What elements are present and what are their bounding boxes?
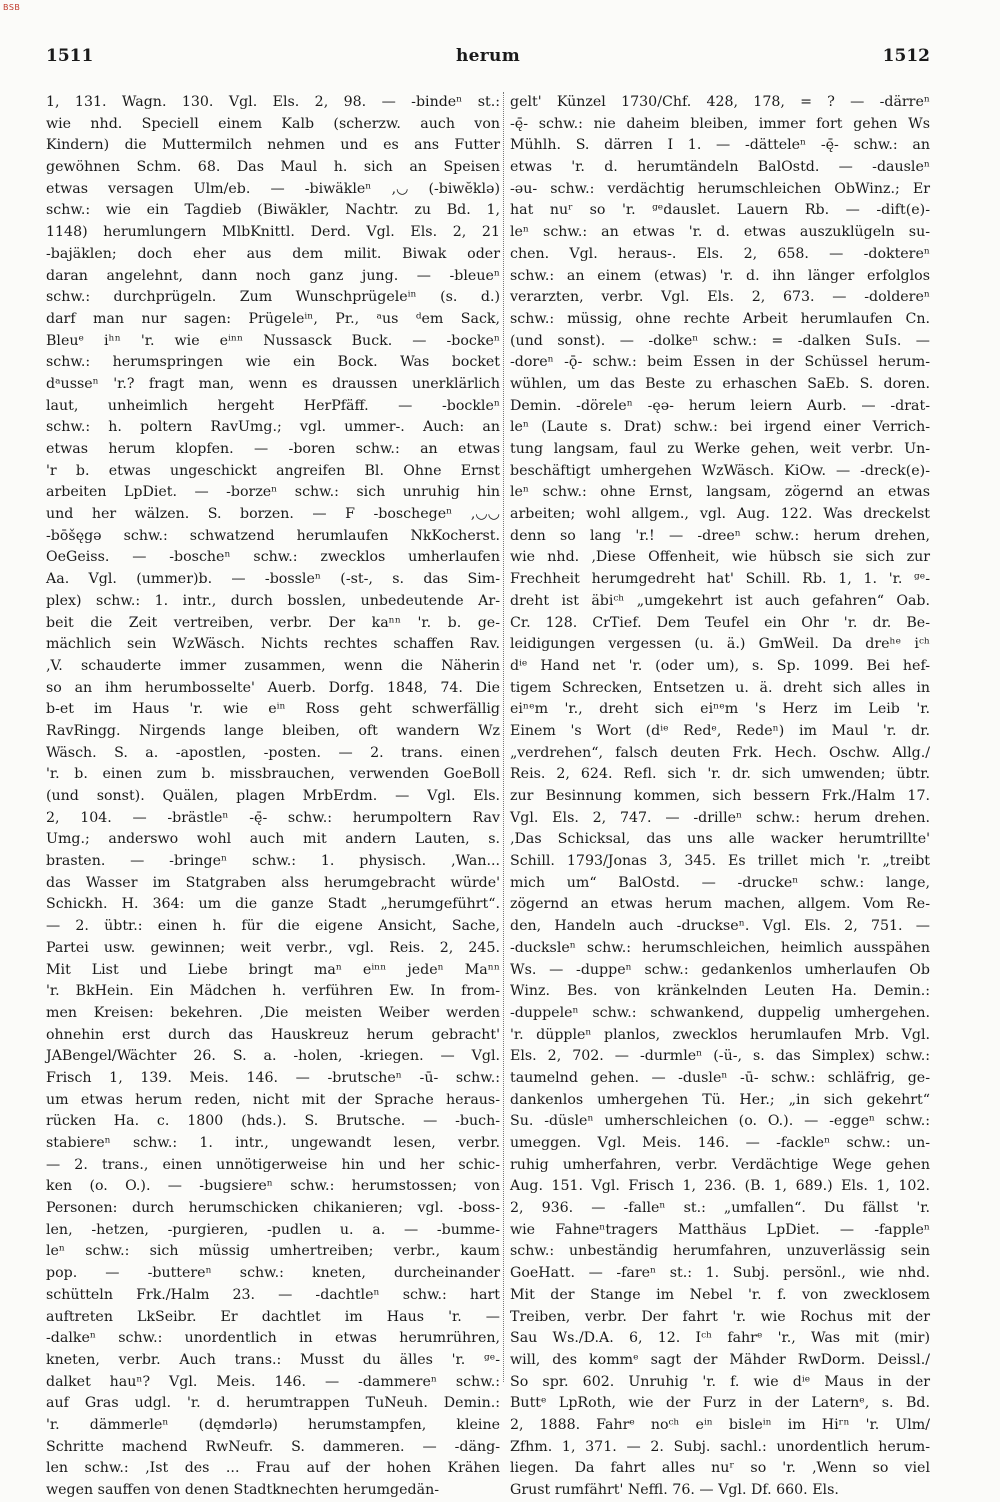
text-line: -ducksleⁿ schw.: herumschleichen, heimlich ausspähen [510, 939, 930, 956]
text-line: brasten. — -bringeⁿ schw.: 1. physisch. ‚Wan... [46, 853, 500, 870]
page-header [46, 46, 930, 70]
text-line: Vgl. Els. 2, 747. — -drilleⁿ schw.: herum drehen. [510, 809, 930, 826]
text-line: taumelnd gehen. — -dusleⁿ -ū- schw.: schläfrig, ge- [510, 1069, 930, 1086]
text-line: schw.: herumspringen wie ein Bock. Was bocket [46, 354, 500, 371]
text-line: den, Handeln auch -druckseⁿ. Vgl. Els. 2, 751. — [510, 918, 930, 935]
text-line: Reis. 2, 624. Refl. sich 'r. dr. sich umwenden; übtr. [510, 766, 930, 783]
text-line: — 2. übtr.: einen h. für die eigene Ansicht, Sache, [46, 918, 500, 935]
text-line: leⁿ schw.: an etwas 'r. d. etwas auszuklügeln su- [510, 224, 930, 241]
text-line: ohnehin erst durch das Hauskreuz herum gebracht' [46, 1026, 500, 1043]
text-line: wie nhd. ‚Diese Offenheit, wie hübsch sie sich zur [510, 549, 930, 566]
text-line: len schw.: ‚Ist des ... Frau auf der hohen Krähen [46, 1460, 500, 1477]
text-line: arbeiten LpDiet. — -borzeⁿ schw.: sich unruhig hin [46, 484, 500, 501]
text-line: wegen sauffen von denen Stadtknechten herumgedän- [46, 1482, 440, 1498]
text-line: 'r. düppleⁿ planlos, zwecklos herumlaufen Mrb. Vgl. [510, 1026, 930, 1043]
text-line: hat nuʳ so 'r. ᵍᵉdauslet. Lauern Rb. — -dift(e)- [510, 202, 930, 219]
text-line: Treiben, verbr. Der fahrt 'r. wie Rochus mit der [510, 1308, 930, 1325]
page-number-left: 1511 [46, 46, 94, 66]
text-line: das Wasser im Statgraben alss herumgebracht würde' [46, 874, 500, 891]
text-line: Grust rumfährt' Neffl. 76. — Vgl. Df. 660. Els. [510, 1482, 839, 1498]
text-line: b-et im Haus 'r. wie eⁱⁿ Ross geht schwerfällig [46, 701, 500, 718]
text-line: 2, 104. — -brästleⁿ -ę̄- schw.: herumpoltern Rav [46, 809, 500, 826]
text-line: auftreten LkSeibr. Er dachtlet im Haus 'r. — [46, 1308, 500, 1325]
text-line: denn so lang 'r.! — -dreeⁿ schw.: herum drehen, [510, 527, 930, 544]
text-line: Bleuᵉ iʰⁿ 'r. wie eⁱⁿⁿ Nussasck Buck. — -bockeⁿ [46, 332, 500, 349]
text-line: und her wälzen. S. borzen. — F -boschegeⁿ ‚◡◡ [46, 506, 500, 523]
text-line: laut, unheimlich hergeht HerPfäff. — -bockleⁿ [46, 397, 500, 414]
text-line: leⁿ schw.: sich müssig umhertreiben; verbr., kaum [46, 1243, 500, 1260]
text-line: Frechheit herumgedreht hat' Schill. Rb. 1, 1. 'r. ᵍᵉ- [510, 571, 930, 588]
text-line: dreht ist äbiᶜʰ „umgekehrt ist auch gefahren“ Oab. [510, 592, 930, 609]
text-line: Sau Ws./D.A. 6, 12. Iᶜʰ fahrᵉ 'r., Was mit (mir) [510, 1330, 930, 1347]
text-line: So spr. 602. Unruhig 'r. f. wie dⁱᵉ Maus in der [510, 1373, 930, 1390]
text-line: Winz. Bes. von kränkelnden Leuten Ha. Demin.: [510, 983, 930, 1000]
text-line: ruhig umherfahren, verbr. Verdächtige Wege gehen [510, 1156, 930, 1173]
text-line: 1148) herumlungern MlbKnittl. Derd. Vgl. Els. 2, 21 [46, 224, 500, 241]
text-line: dⁱᵉ Hand net 'r. (oder um), s. Sp. 1099. Bei hef- [510, 657, 930, 674]
text-line: schw.: an einem (etwas) 'r. d. ihn länger erfolglos [510, 267, 930, 284]
text-line: wie nhd. Speciell einem Kalb (scherzw. auch von [46, 115, 500, 132]
text-line: schw.: h. poltern RavUmg.; vgl. ummer-. Auch: an [46, 419, 500, 436]
left-column [46, 92, 500, 1498]
text-line: Personen: durch herumschicken chikanieren; vgl. -boss- [46, 1200, 500, 1217]
text-line: mich um“ BalOstd. — -druckeⁿ schw.: lange, [510, 874, 930, 891]
text-line: leⁿ schw.: ohne Ernst, langsam, zögernd an etwas [510, 484, 930, 501]
text-line: „verdrehen“, falsch deuten Frk. Hech. Oschw. Allg./ [510, 744, 930, 761]
text-line: liegen. Da fahrt alles nuʳ so 'r. ‚Wenn so viel [510, 1460, 930, 1477]
text-line: — 2. trans., einen unnötigerweise hin und her schic- [46, 1156, 500, 1173]
text-line: Cr. 128. CrTief. Dem Teufel ein Ohr 'r. dr. Be- [510, 614, 930, 631]
text-line: zur Besinnung kommen, sich bessern Frk./Halm 17. [510, 788, 930, 804]
text-line: schw.: müssig, ohne rechte Arbeit herumlaufen Cn. [510, 310, 930, 327]
text-line: -doreⁿ -ǭ- schw.: beim Essen in der Schüssel herum- [510, 354, 930, 371]
text-line: Mit List und Liebe bringt maⁿ eⁱⁿⁿ jedeⁿ Maⁿⁿ [46, 961, 500, 978]
text-line: schütteln Frk./Halm 23. — -dachtleⁿ schw.: hart [46, 1286, 500, 1303]
text-line: tigem Schrecken, Entsetzen u. ä. dreht sich alles in [510, 679, 930, 696]
text-line: mächlich sein WzWäsch. Nichts rechtes schaffen Rav. [46, 636, 500, 653]
text-line: Wäsch. S. a. -apostlen, -posten. — 2. trans. einen [46, 744, 500, 761]
text-line: umeggen. Vgl. Meis. 146. — -fackleⁿ schw.: un- [510, 1135, 930, 1151]
text-line: -bajäklen; doch eher aus dem milit. Biwak oder [46, 245, 500, 262]
text-line: etwas versagen Ulm/eb. — -biwäkleⁿ ‚◡ (-biwĕklə) [46, 180, 500, 197]
text-line: dankenlos umhergehen Tü. Her.; „in sich gekehrt“ [510, 1091, 930, 1108]
text-line: Ws. — -duppeⁿ schw.: gedankenlos umherlaufen Ob [510, 961, 930, 978]
text-line: kneten, verbr. Auch trans.: Musst du älles 'r. ᵍᵉ- [46, 1351, 500, 1368]
text-line: Su. -düsleⁿ umherschleichen (o. O.). — -eggeⁿ schw.: [510, 1113, 930, 1130]
text-line: OeGeiss. — -boscheⁿ schw.: zwecklos umherlaufen [46, 549, 500, 566]
text-line: eiⁿᵉm 'r., dreht sich eiⁿᵉm 's Herz im Leib 'r. [510, 701, 930, 718]
text-line: men Kreisen: bekehren. ‚Die meisten Weiber werden [46, 1004, 500, 1021]
text-line: darf man nur sagen: Prügeleⁱⁿ, Pr., ᵃus ᵈem Sack, [46, 310, 500, 327]
text-line: schw.: wie ein Tagdieb (Biwäkler, Nachtr. zu Bd. 1, [46, 202, 500, 219]
text-line: Mühlh. S. därren I 1. — -dätteleⁿ -ę̄- schw.: an [510, 137, 930, 154]
column-divider [503, 92, 504, 1382]
text-line: Umg.; anderswo wohl auch mit andern Lauten, s. [46, 831, 500, 848]
text-line: schw.: durchprügeln. Zum Wunschprügeleⁱⁿ (s. d.) [46, 289, 500, 306]
text-line: rücken Ha. c. 1800 (hds.). S. Brutsche. — -buch- [46, 1113, 500, 1130]
text-line: wühlen, um das Beste zu erhaschen SaEb. S. doren. [510, 375, 930, 392]
text-line: -ę̄- schw.: nie daheim bleiben, immer fort gehen Ws [510, 115, 930, 132]
text-line: leⁿ (Laute s. Drat) schw.: bei irgend einer Verrich- [510, 419, 930, 436]
text-line: Schritte machend RwNeufr. S. dammeren. — -däng- [46, 1438, 500, 1455]
text-line: Einem 's Wort (dⁱᵉ Redᵉ, Redeⁿ) im Maul 'r. dr. [510, 722, 930, 739]
text-line: dᵃusseⁿ 'r.? fragt man, wenn es draussen unerklärlich [46, 375, 500, 392]
text-line: Schill. 1793/Jonas 3, 345. Es trillet mich 'r. „treibt [510, 853, 930, 870]
text-line: -əu- schw.: verdächtig herumschleichen ObWinz.; Er [510, 180, 930, 197]
text-line: ken (o. O.). — -bugsiereⁿ schw.: herumstossen; von [46, 1178, 500, 1195]
text-line: so an ihm herumbosselte' Auerb. Dorfg. 1848, 74. Die [46, 679, 500, 696]
text-line: etwas herum klopfen. — -boren schw.: an etwas [46, 441, 500, 457]
text-line: beit die Zeit vertreiben, verbr. Der kaⁿⁿ 'r. b. ge- [46, 614, 500, 631]
text-line: Zfhm. 1, 371. — 2. Subj. sachl.: unordentlich herum- [510, 1438, 930, 1455]
text-line: auf Gras udgl. 'r. d. herumtrappen TuNeuh. Demin.: [46, 1395, 500, 1412]
text-line: 'r. BkHein. Ein Mädchen h. verführen Ew. In from- [46, 983, 500, 1000]
text-line: gelt' Künzel 1730/Chf. 428, 178, = ? — -därreⁿ [510, 94, 930, 110]
text-line: zögernd an etwas herum machen, allgem. Vom Re- [510, 896, 930, 913]
text-line: arbeiten; wohl allgem., vgl. Aug. 122. Was dreckelst [510, 506, 930, 523]
running-headword: herum [456, 46, 520, 66]
text-line: Els. 2, 702. — -durmleⁿ (-ü-, s. das Simplex) schw.: [510, 1048, 930, 1065]
text-line: -duppeleⁿ schw.: schwankend, duppelig umhergehen. [510, 1004, 930, 1021]
text-line: ‚V. schauderte immer zusammen, wenn die Näherin [46, 657, 500, 674]
text-line: Demin. -döreleⁿ -ęə- herum leiern Aurb. — -drat- [510, 397, 930, 414]
text-line: (und sonst). — -dolkeⁿ schw.: = -dalken SuIs. — [510, 332, 930, 349]
text-line: Kindern) die Muttermilch nehmen und es ans Futter [46, 137, 500, 154]
text-line: wie Fahneⁿtragers Matthäus LpDiet. — -fappleⁿ [510, 1221, 930, 1238]
text-line: Aa. Vgl. (ummer)b. — -bossleⁿ (-st-, s. das Sim- [46, 571, 500, 588]
text-line: gewöhnen Schm. 68. Das Maul h. sich an Speisen [46, 159, 500, 176]
text-line: tung langsam, faul zu Werke gehen, weit verbr. Un- [510, 441, 930, 457]
text-line: GoeHatt. — -fareⁿ st.: 1. Subj. persönl., wie nhd. [510, 1265, 930, 1282]
text-line: Frisch 1, 139. Meis. 146. — -brutscheⁿ -ū- schw.: [46, 1069, 500, 1086]
text-line: verarzten, verbr. Vgl. Els. 2, 673. — -doldereⁿ [510, 289, 930, 306]
text-line: 2, 936. — -falleⁿ st.: „umfallen“. Du fällst 'r. [510, 1200, 930, 1217]
text-line: 'r. dämmerleⁿ (dęmdərlə) herumstampfen, kleine [46, 1416, 500, 1433]
text-line: -dalkeⁿ schw.: unordentlich in etwas herumrühren, [46, 1330, 500, 1347]
text-line: Partei usw. gewinnen; weit verbr., vgl. Reis. 2, 245. [46, 939, 500, 956]
text-line: RavRingg. Nirgends lange bleiben, oft wandern Wz [46, 722, 500, 739]
text-line: daran angelehnt, dann noch ganz jung. — -bleueⁿ [46, 267, 500, 284]
text-line: chen. Vgl. heraus-. Els. 2, 658. — -doktereⁿ [510, 245, 930, 262]
text-line: len, -hetzen, -purgieren, -pudlen u. a. — -bumme- [46, 1221, 500, 1238]
text-line: dalket hauⁿ? Vgl. Meis. 146. — -dammereⁿ schw.: [46, 1373, 500, 1390]
text-line: Aug. 151. Vgl. Frisch 1, 236. (B. 1, 689.) Els. 1, 102. [510, 1178, 930, 1195]
text-line: 'r b. etwas ungeschickt angreifen Bl. Ohne Ernst [46, 462, 500, 479]
text-line: -bōšęgə schw.: schwatzend herumlaufen NkKocherst. [46, 527, 500, 544]
text-line: Schickh. H. 364: um die ganze Stadt „herumgeführt“. [46, 896, 500, 913]
text-line: 1, 131. Wagn. 130. Vgl. Els. 2, 98. — -bindeⁿ st.: [46, 94, 500, 110]
text-line: 'r. b. einen zum b. missbrauchen, verwenden GoeBoll [46, 766, 500, 783]
text-line: 2, 1888. Fahrᵉ noᶜʰ eⁱⁿ bisleⁱⁿ im Hiʳⁿ 'r. Ulm/ [510, 1416, 930, 1433]
text-line: schw.: unbeständig herumfahren, unzuverlässig sein [510, 1243, 930, 1260]
text-line: Mit der Stange im Nebel 'r. f. von zwecklosem [510, 1286, 930, 1303]
text-line: leidigungen vergessen (u. ä.) GmWeil. Da dreʰᵉ iᶜʰ [510, 636, 930, 653]
text-line: um etwas herum reden, nicht mit der Sprache heraus- [46, 1091, 500, 1108]
library-stamp: BSB [3, 3, 21, 12]
text-line: stabiereⁿ schw.: 1. intr., ungewandt lesen, verbr. [46, 1135, 500, 1151]
right-column [510, 92, 930, 1498]
text-line: JABengel/Wächter 26. S. a. -holen, -kriegen. — Vgl. [46, 1048, 500, 1065]
text-line: plex) schw.: 1. intr., durch bosslen, unbedeutende Ar- [46, 592, 500, 609]
page-number-right: 1512 [882, 46, 930, 66]
text-line: ‚Das Schicksal, das uns alle wacker herumtrillte' [510, 831, 930, 848]
text-line: will, des kommᵉ sagt der Mähder RwDorm. Deissl./ [510, 1351, 930, 1368]
text-line: etwas 'r. d. herumtändeln BalOstd. — -dausleⁿ [510, 159, 930, 176]
text-line: Buttᵉ LpRoth, wie der Furz in der Laternᵉ, s. Bd. [510, 1395, 930, 1412]
text-line: pop. — -buttereⁿ schw.: kneten, durcheinander [46, 1265, 500, 1282]
text-line: beschäftigt umhergehen WzWäsch. KiOw. — -dreck(e)- [510, 462, 930, 479]
text-line: (und sonst). Quälen, plagen MrbErdm. — Vgl. Els. [46, 788, 500, 804]
